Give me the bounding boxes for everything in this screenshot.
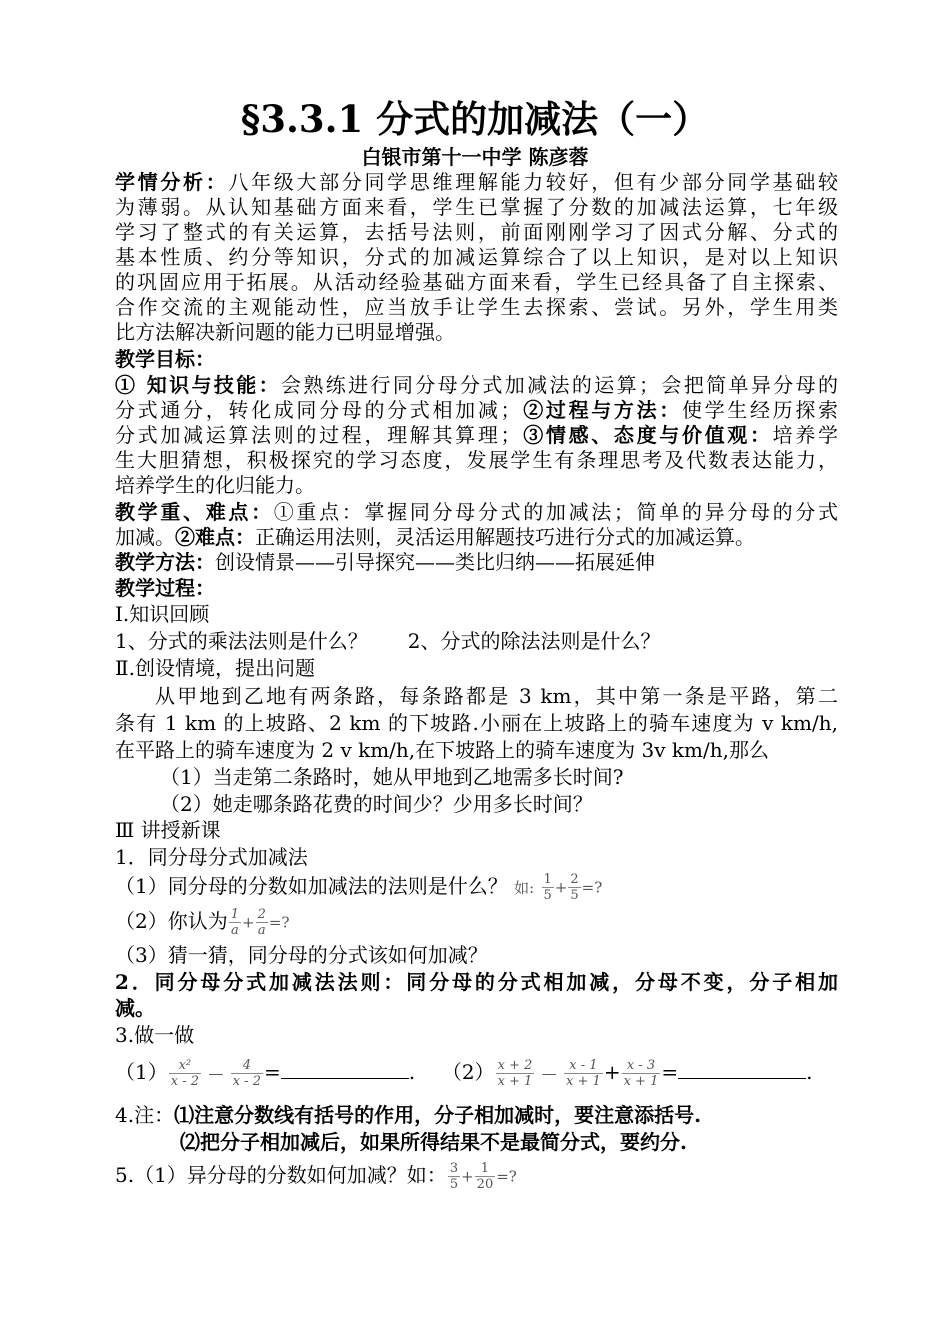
goals-line-1	[115, 373, 838, 398]
goals-line-3	[115, 423, 838, 448]
keypoint-2-label: ②难点：	[175, 525, 255, 549]
fraction-4-over-x-2	[231, 1058, 263, 1089]
answer-blank-2[interactable]	[678, 1060, 806, 1079]
problem-line-3: 在平路上的骑车速度为 2 v km/h,在下坡路上的骑车速度为 3v km/h,那么	[115, 738, 769, 762]
numerator: x - 3	[622, 1058, 661, 1074]
period: .	[806, 1060, 813, 1084]
denominator: x - 2	[170, 1074, 199, 1089]
review-question-2: 2、分式的除法法则是什么？	[407, 629, 661, 653]
analysis-line-2: 为薄弱。从认知基础方面来看，学生已掌握了分数的加减法运算，七年级	[115, 195, 838, 219]
numerator: 2	[257, 907, 266, 922]
fraction-3-5	[448, 1161, 460, 1192]
analysis-label: 学情分析：	[115, 170, 229, 194]
s1-question-3: （3）猜一猜，同分母的分式该如何加减？	[115, 943, 488, 967]
note-1-text: ⑴注意分数线有括号的作用，分子相加减时，要注意添括号.	[174, 1103, 702, 1127]
section-2-heading: Ⅱ.创设情境，提出问题	[115, 656, 315, 680]
keypoints-line-2	[115, 525, 755, 550]
fraction-1-5	[542, 872, 554, 903]
answer-blank-1[interactable]	[281, 1060, 409, 1079]
subsection-3-title: 3.做一做	[115, 1023, 195, 1047]
process-label: 教学过程：	[115, 576, 215, 600]
analysis-line-3: 学习了整式的有关运算，去括号法则，前面刚刚学习了因式分解、分式的	[115, 220, 838, 244]
denominator: x + 1	[623, 1074, 659, 1089]
exercise-1-label: （1）	[115, 1060, 168, 1084]
plus-sign: +	[461, 1167, 474, 1186]
problem-question-1: （1）当走第二条路时，她从甲地到乙地需多长时间?	[160, 765, 624, 789]
equals-question: =?	[581, 878, 603, 897]
numerator: 3	[449, 1161, 459, 1176]
fraction-2-a	[256, 907, 268, 938]
author-line: 白银市第十一中学 陈彦蓉	[361, 145, 589, 169]
keypoints-line-1	[115, 500, 838, 525]
numerator: 1	[230, 907, 240, 922]
section-1-heading: Ⅰ.知识回顾	[115, 602, 210, 626]
problem-question-2: （2）她走哪条路花费的时间少？少用多长时间？	[160, 792, 593, 816]
exercise-row	[115, 1052, 812, 1094]
rule-line-2: 减。	[115, 996, 155, 1020]
analysis-line-4: 基本性质、约分等知识，分式的加减运算综合了以上知识，是对以上知识	[115, 245, 838, 269]
denominator: 5	[449, 1177, 459, 1192]
goals-label: 教学目标：	[115, 347, 215, 371]
review-questions	[115, 629, 660, 654]
keypoint-1-text: 掌握同分母分式的加减法；简单的异分母的分式	[364, 500, 839, 524]
analysis-line-5: 的巩固应用于拓展。从活动经验基础方面来看，学生已经具备了自主探索、	[115, 270, 838, 294]
denominator: a	[257, 923, 266, 938]
analysis-line-7: 比方法解决新问题的能力已明显增强。	[115, 320, 455, 344]
fraction-2-5	[568, 872, 580, 903]
fraction-x-1-over-x+1	[564, 1058, 603, 1089]
numerator: 1	[543, 872, 552, 887]
example-label: 如:	[514, 879, 535, 897]
keypoint-1-text-cont: 加减。	[115, 525, 175, 549]
denominator: x + 1	[566, 1074, 601, 1089]
s1-question-1	[115, 868, 602, 906]
equals-sign: =	[263, 1060, 281, 1084]
section-3-heading: Ⅲ 讲授新课	[115, 818, 221, 842]
numerator: 2	[570, 872, 579, 887]
review-question-1: 1、分式的乘法法则是什么？	[115, 629, 368, 653]
goal-1-text: 会熟练进行同分母分式加减法的运算；会把简单异分母的	[280, 373, 839, 397]
goal-2-text: 使学生经历探索	[681, 398, 839, 422]
goals-line-2	[115, 398, 838, 423]
analysis-line-1	[115, 170, 838, 195]
goals-line-4: 生大胆猜想，积极探究的学习态度，发展学生有条理思考及代数表达能力，	[115, 448, 838, 472]
note-line-2: ⑵把分子相加减后，如果所得结果不是最简分式，要约分.	[180, 1130, 687, 1154]
s1-question-2-text: （2）你认为	[115, 909, 228, 933]
fraction-x-3-over-x+1	[622, 1058, 661, 1089]
exercise-2-label: （2）	[441, 1060, 495, 1084]
keypoints-label: 教学重、难点：	[115, 500, 274, 524]
fraction-x+2-over-x+1	[496, 1058, 535, 1089]
section-5-text: 5.（1）异分母的分数如何加减？如：	[115, 1163, 447, 1187]
goals-line-5: 培养学生的化归能力。	[115, 473, 315, 497]
page-title: §3.3.1 分式的加减法（一）	[240, 97, 710, 141]
minus-sign: —	[541, 1064, 557, 1083]
fraction-1-20	[475, 1161, 496, 1192]
note-line-1	[115, 1103, 701, 1128]
denominator: 20	[476, 1177, 494, 1192]
numerator: x + 2	[497, 1058, 533, 1073]
keypoint-1-label: ①重点：	[273, 500, 365, 524]
numerator: 4	[231, 1058, 263, 1074]
rule-line-1: 2．同分母分式加减法法则：同分母的分式相加减，分母不变，分子相加	[115, 970, 838, 994]
keypoint-2-text: 正确运用法则，灵活运用解题技巧进行分式的加减运算。	[255, 525, 755, 549]
plus-sign: +	[242, 913, 255, 932]
subsection-1-title: 1．同分母分式加减法	[115, 845, 308, 869]
goal-3-label: ③情感、态度与价值观：	[520, 423, 773, 447]
problem-line-1: 从甲地到乙地有两条路，每条路都是 3 km，其中第一条是平路，第二	[155, 684, 838, 708]
denominator: 5	[543, 888, 552, 903]
goal-1-text-cont: 分式通分，转化成同分母的分式相加减；	[115, 398, 521, 422]
denominator: x + 1	[497, 1074, 533, 1089]
minus-sign: —	[208, 1064, 224, 1083]
period: .	[408, 1060, 416, 1084]
denominator: x - 2	[232, 1074, 261, 1089]
goal-3-text: 培养学	[772, 423, 839, 447]
equals-sign: =	[661, 1060, 679, 1084]
problem-line-2: 条有 1 km 的上坡路、2 km 的下坡路.小丽在上坡路上的骑车速度为 v km/h,	[115, 711, 838, 735]
fraction-x2-over-x-2	[169, 1058, 201, 1089]
numerator: x²	[169, 1058, 201, 1074]
analysis-line-6: 合作交流的主观能动性，应当放手让学生去探索、尝试。另外，学生用类	[115, 295, 838, 319]
goal-2-text-cont: 分式加减运算法则的过程，理解其算理；	[115, 423, 521, 447]
plus-sign: +	[554, 878, 568, 897]
method-line	[115, 550, 655, 575]
denominator: a	[230, 923, 239, 938]
s1-question-1-text: （1）同分母的分数如加减法的法则是什么？	[115, 874, 508, 898]
plus-sign: +	[603, 1060, 621, 1084]
equals-question: =?	[268, 913, 290, 932]
method-text: 创设情景——引导探究——类比归纳——拓展延伸	[215, 550, 655, 574]
numerator: 1	[475, 1161, 496, 1177]
s1-question-2	[115, 903, 290, 941]
equals-question: =?	[496, 1167, 517, 1186]
method-label: 教学方法：	[115, 550, 215, 574]
note-label: 4.注：	[115, 1103, 175, 1127]
goal-1-label: ① 知识与技能：	[115, 373, 281, 397]
numerator: x - 1	[564, 1058, 603, 1074]
denominator: 5	[570, 888, 579, 903]
goal-2-label: ②过程与方法：	[520, 398, 682, 422]
fraction-1-a	[229, 907, 241, 938]
section-5-line	[115, 1155, 517, 1197]
analysis-text: 八年级大部分同学思维理解能力较好，但有少部分同学基础较	[228, 170, 839, 194]
